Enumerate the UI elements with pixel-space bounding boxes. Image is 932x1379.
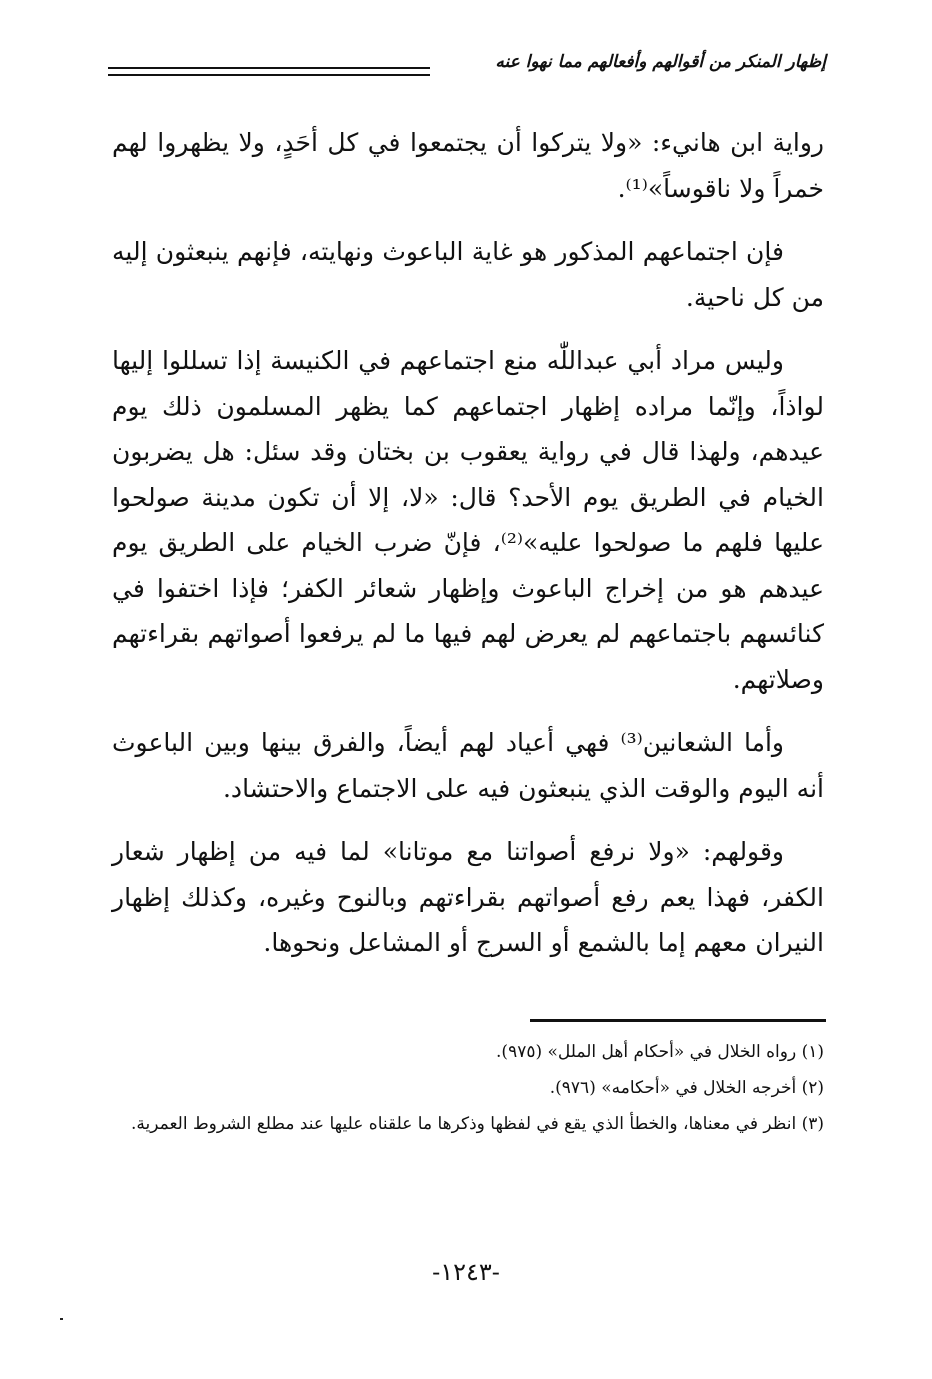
scan-speck xyxy=(60,1318,63,1320)
running-header xyxy=(108,48,826,84)
footnote-separator xyxy=(530,1019,826,1022)
footnotes xyxy=(112,1035,824,1143)
footnote-2: (٢) أخرجه الخلال في «أحكامه» (٩٧٦). xyxy=(549,1078,824,1098)
footnote-1: (١) رواه الخلال في «أحكام أهل الملل» (٩٧٥). xyxy=(496,1042,824,1062)
header-rule-bottom xyxy=(108,74,430,76)
footnote-3: (٣) انظر في معناها، والخطأ الذي يقع في لفظها وذكرها ما علقناه عليها عند مطلع الشروط العمرية. xyxy=(130,1114,824,1134)
main-text xyxy=(112,120,824,984)
page-number: -١٢٤٣- xyxy=(432,1258,500,1286)
paragraph-3: وليس مراد أبي عبداللّٰه منع اجتماعهم في الكنيسة إذا تسللوا إليها لواذاً، وإنّما مراده إظهار اجتماعهم كما يظهر المسلمون ذلك يوم عيدهم، ولهذا قال في رواية يعقوب بن بختان وقد سئل: هل يضربون الخيام في الطريق يوم الأحد؟ قال: «لا، إلا أن تكون مدينة صولحوا عليها فلهم ما صولحوا عليه»⁽²⁾، فإنّ ضرب الخيام على الطريق يوم عيدهم هو من إخراج الباعوث وإظهار شعائر الكفر؛ فإذا اختفوا في كنائسهم باجتماعهم لم يعرض لهم فيها ما لم يرفعوا أصواتهم بقراءتهم وصلاتهم. xyxy=(112,346,824,694)
paragraph-1: رواية ابن هانيء: «ولا يتركوا أن يجتمعوا في كل أحَدٍ، ولا يظهروا لهم خمراً ولا ناقوساً»⁽¹⁾. xyxy=(112,128,824,203)
paragraph-2: فإن اجتماعهم المذكور هو غاية الباعوث ونهايته، فإنهم ينبعثون إليه من كل ناحية. xyxy=(112,237,824,312)
paragraph-4: وأما الشعانين⁽³⁾ فهي أعياد لهم أيضاً، والفرق بينها وبين الباعوث أنه اليوم والوقت الذي ينبعثون فيه على الاجتماع والاحتشاد. xyxy=(112,728,824,803)
header-rule-top xyxy=(108,67,430,69)
paragraph-5: وقولهم: «ولا نرفع أصواتنا مع موتانا» لما فيه من إظهار شعار الكفر، فهذا يعم رفع أصواتهم بقراءتهم وبالنوح وغيره، وكذلك إظهار النيران معهم إما بالشمع أو السرج أو المشاعل ونحوها. xyxy=(112,837,824,957)
running-header-title: إظهار المنكر من أقوالهم وأفعالهم مما نهوا عنه xyxy=(495,52,826,72)
